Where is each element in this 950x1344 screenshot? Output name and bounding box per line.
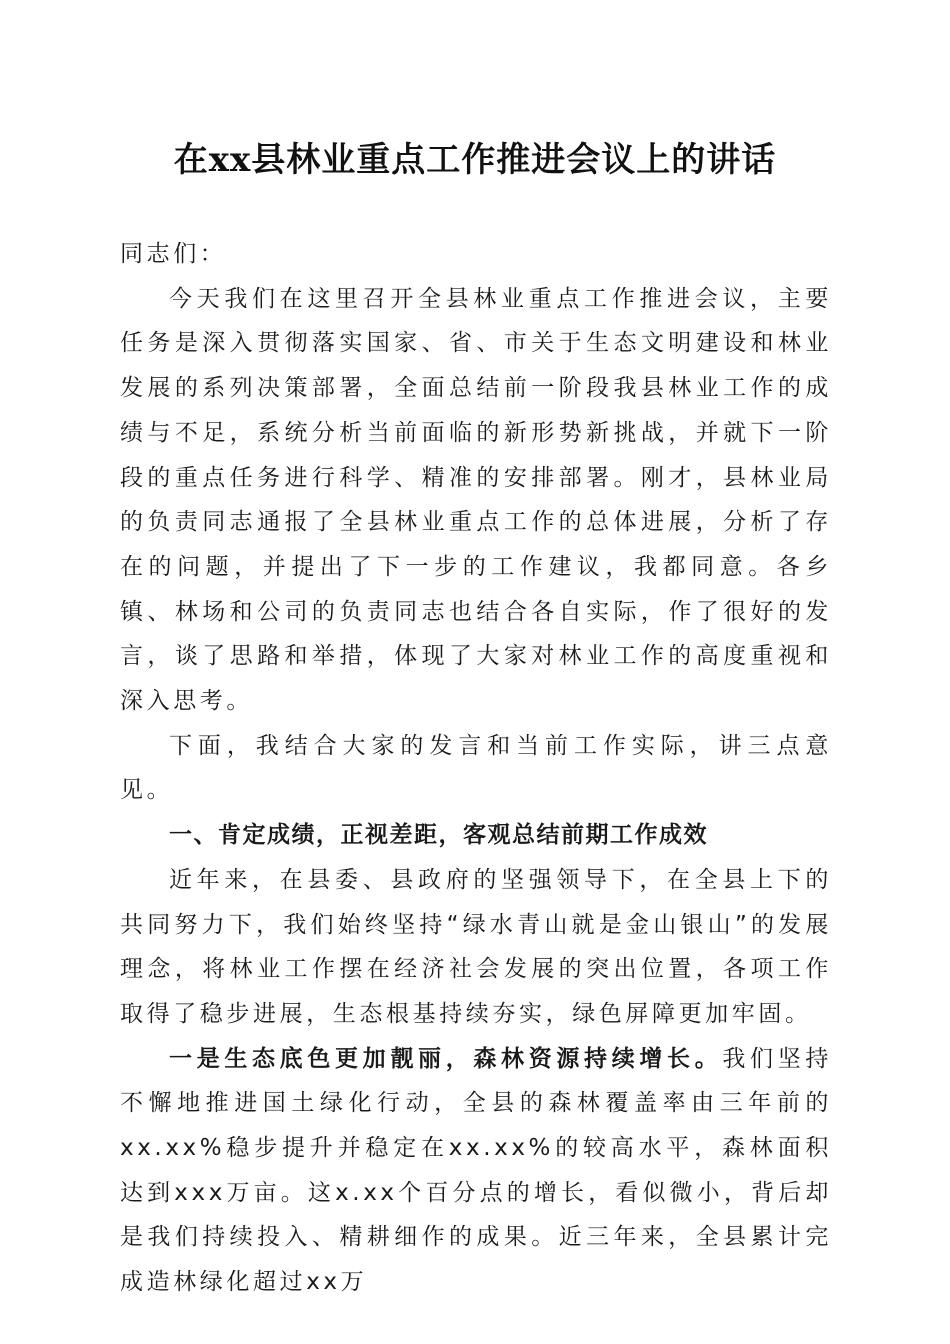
paragraph-body: 我们坚持不懈地推进国土绿化行动，全县的森林覆盖率由三年前的xx.xx%稳步提升并稳定在xx.xx%的较高水平，森林面积达到xxx万亩。这x.xx个百分点的增长，看似微小，背后却是我们持续投入、精耕细作的成果。近三年来，全县累计完成造林绿化超过xx万	[120, 1045, 832, 1296]
paragraph-opening: 今天我们在这里召开全县林业重点工作推进会议，主要任务是深入贯彻落实国家、省、市关于生态文明建设和林业发展的系列决策部署，全面总结前一阶段我县林业工作的成绩与不足，系统分析当前面临的新形势新挑战，并就下一阶段的重点任务进行科学、精准的安排部署。刚才，县林业局的负责同志通报了全县林业重点工作的总体进展，分析了存在的问题，并提出了下一步的工作建议，我都同意。各乡镇、林场和公司的负责同志也结合各自实际，作了很好的发言，谈了思路和举措，体现了大家对林业工作的高度重视和深入思考。	[120, 285, 832, 715]
document-body	[120, 232, 832, 1305]
paragraph-transition: 下面，我结合大家的发言和当前工作实际，讲三点意见。	[120, 732, 832, 804]
section-heading-1: 一、肯定成绩，正视差距，客观总结前期工作成效	[169, 822, 708, 849]
document-title: 在xx县林业重点工作推进会议上的讲话	[173, 140, 777, 180]
salutation: 同志们：	[120, 241, 227, 267]
paragraph-ecology	[120, 1037, 832, 1305]
paragraph-achievements-intro: 近年来，在县委、县政府的坚强领导下，在全县上下的共同努力下，我们始终坚持“绿水青山就是金山银山”的发展理念，将林业工作摆在经济社会发展的突出位置，各项工作取得了稳步进展，生态根基持续夯实，绿色屏障更加牢固。	[120, 866, 832, 1027]
paragraph-lead-sentence: 一是生态底色更加靓丽，森林资源持续增长。	[169, 1045, 723, 1072]
